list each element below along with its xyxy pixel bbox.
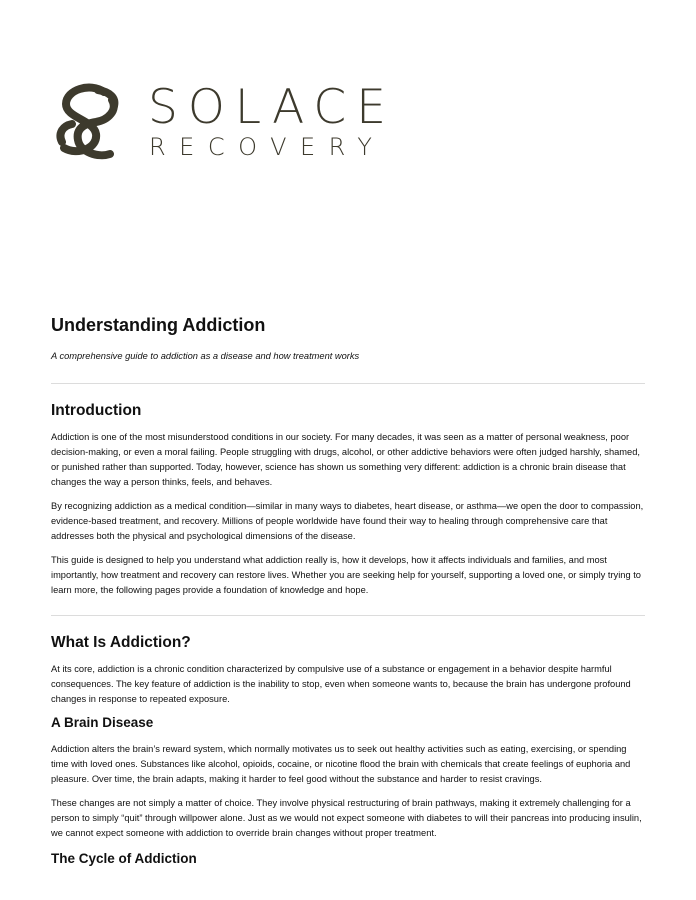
paragraph: These changes are not simply a matter of choice. They involve physical restructuring of brain pathways, making it extremely challenging for a person to simply “quit” through willpower alone. Just as we would not expect someone with diabetes to will their pancreas into producing insulin, we cannot expect someone with addiction to override brain changes without proper treatment. — [51, 798, 642, 838]
paragraph: Addiction is one of the most misunderstood conditions in our society. For many decades, it was seen as a matter of personal weakness, poor decision-making, or even a moral failing. People struggling with drugs, alcohol, or other addictive behaviors were often judged harshly, shamed, or punished rather than supported. Today, however, science has shown us something very different: addiction is a chronic brain disease that changes the way a person thinks, feels, and behaves. — [51, 432, 640, 487]
page-subtitle: A comprehensive guide to addiction as a disease and how treatment works — [51, 351, 360, 361]
paragraph: By recognizing addiction as a medical condition—similar in many ways to diabetes, heart disease, or asthma—we open the door to compassion, evidence-based treatment, and recovery. Millions of people worldwide have found their way to healing through comprehensive care that addresses both the physical and psychological dimensions of the disease. — [51, 501, 644, 541]
subsection-heading-cycle-of-addiction: The Cycle of Addiction — [51, 851, 197, 866]
brand-logo — [52, 82, 397, 164]
divider — [51, 615, 645, 616]
brand-name: SOLACE — [148, 80, 396, 135]
divider — [51, 383, 645, 384]
section-heading-what-is-addiction: What Is Addiction? — [51, 634, 191, 651]
paragraph: Addiction alters the brain’s reward system, which normally motivates us to seek out healthy activities such as eating, exercising, or spending time with loved ones. Substances like alcohol, opioids, cocaine, or nicotine flood the brain with chemicals that create feelings of euphoria and pleasure. Over time, the brain adapts, making it harder to feel good without the substance and harder to resist cravings. — [51, 744, 631, 784]
paragraph: At its core, addiction is a chronic condition characterized by compulsive use of a substance or engagement in a behavior despite harmful consequences. The key feature of addiction is the inability to stop, even when someone wants to, because the brain has undergone profound changes in response to repeated exposure. — [51, 664, 631, 704]
brand-tagline: RECOVERY — [149, 133, 386, 161]
page-title: Understanding Addiction — [51, 315, 266, 335]
paragraph: This guide is designed to help you understand what addiction really is, how it develops, how it affects individuals and families, and most importantly, how treatment and recovery can restore lives. Whether you are seeking help for yourself, supporting a loved one, or simply trying to learn more, the following pages provide a foundation of knowledge and hope. — [51, 555, 641, 595]
document-body — [51, 314, 645, 868]
double-s-logo-icon — [52, 82, 124, 164]
section-heading-introduction: Introduction — [51, 402, 142, 419]
subsection-heading-brain-disease: A Brain Disease — [51, 715, 154, 730]
